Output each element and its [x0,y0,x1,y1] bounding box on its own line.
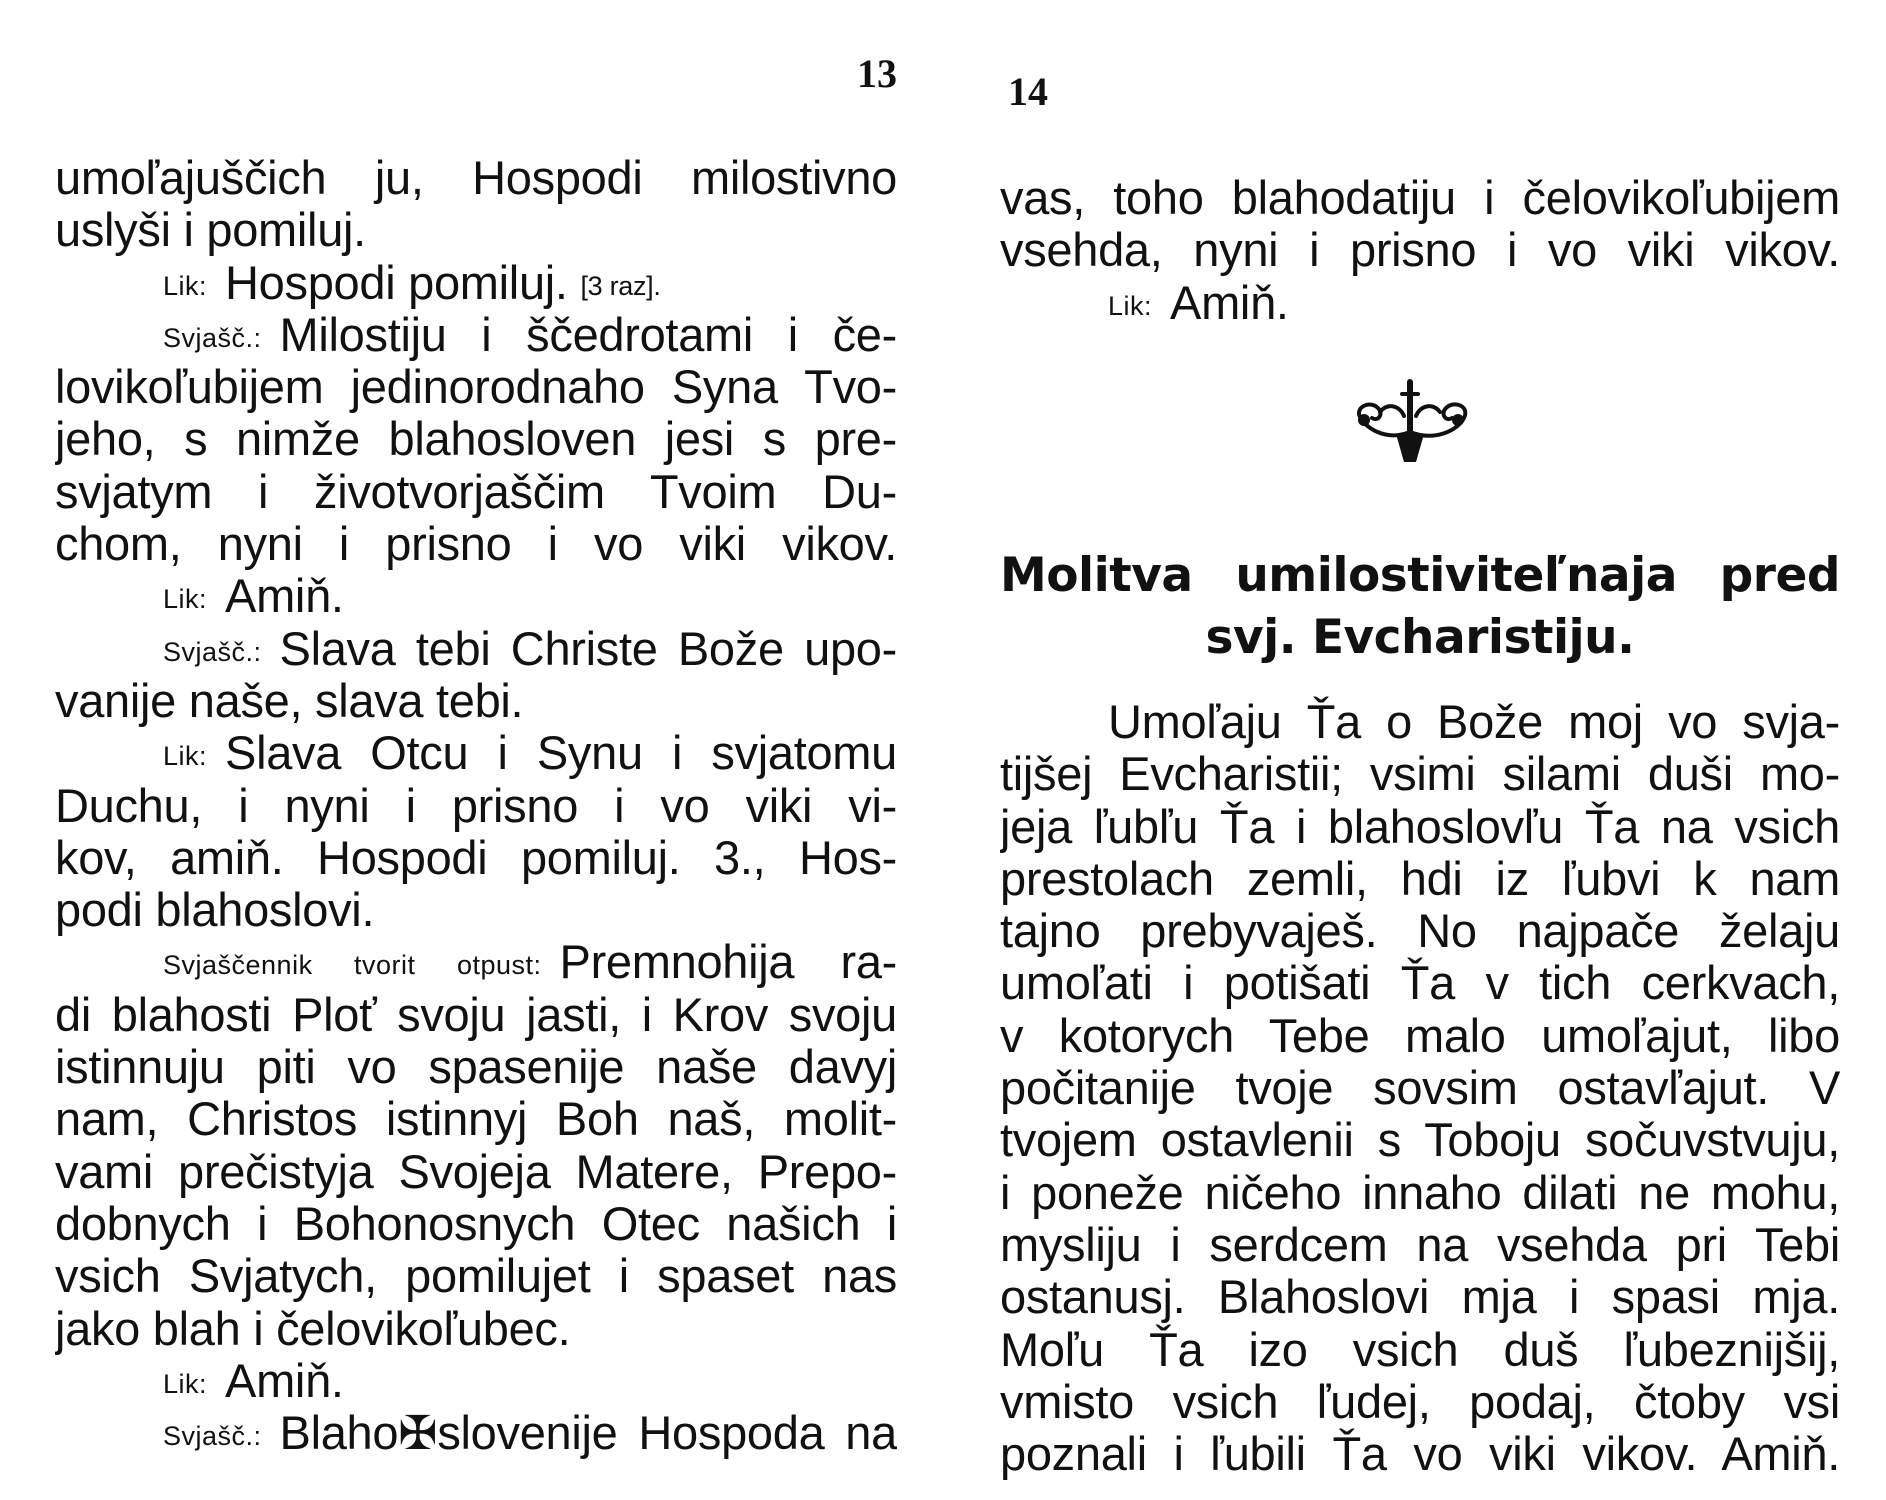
line-text: Amiň. [225,570,344,623]
text-line [55,257,897,309]
text-line [1000,1428,1840,1480]
repeat-note: [3 raz]. [580,270,661,301]
text-line [55,832,897,884]
text-line [55,727,897,779]
text-line [55,413,897,465]
floral-cross-ornament-icon [1340,372,1490,472]
line-text: uslyši i pomiluj. [55,204,366,257]
line-text: Amiň. [1170,276,1289,329]
line-text: podi blahoslovi. [55,884,375,937]
speaker-label: Svjašč.: [163,322,262,353]
line-text: Slava tebi Christe Bože upo- [279,622,897,675]
line-text: ostanusj. Blahoslovi mja i spasi mja. [1000,1271,1840,1324]
text-line [1000,1324,1840,1376]
text-line [1000,748,1840,800]
text-line [1000,1062,1840,1114]
text-line [1000,957,1840,1009]
right-page-top-text [1000,172,1840,329]
speaker-label: Svjaščennik tvorit otpust: [163,950,542,981]
text-line [1000,224,1840,276]
line-text: chom, nyni i prisno i vo viki vikov. [55,518,897,571]
text-line [1000,277,1840,329]
text-line [55,1198,897,1250]
text-line [55,1250,897,1302]
text-line [55,361,897,413]
text-line [1000,1114,1840,1166]
text-line [55,1146,897,1198]
text-line [1000,1271,1840,1323]
text-line [55,1303,897,1355]
text-line [55,936,897,988]
left-page [55,0,897,1500]
speaker-label: Lik: [163,584,208,615]
text-line [1000,1010,1840,1062]
line-text: di blahosti Ploť svoju jasti, i Krov svoju [55,988,897,1041]
line-text: tvojem ostavlenii s Toboju sočuvstvuju, [1000,1114,1840,1167]
text-line [55,309,897,361]
text-line [55,1041,897,1093]
line-text: lovikoľubijem jedinorodnaho Syna Tvo- [55,361,897,414]
line-text: v kotorych Tebe malo umoľajut, libo [1000,1009,1840,1062]
line-text: tajno prebyvaješ. No najpače želaju [1000,905,1840,958]
text-line [55,623,897,675]
heading-line-2: svj. Evcharistiju. [1205,610,1635,665]
line-text: tijšej Evcharistii; vsimi silami duši mo- [1000,748,1840,801]
text-line [55,204,897,256]
text-line [55,1355,897,1407]
line-text: kov, amiň. Hospodi pomiluj. 3., Hos- [55,831,897,884]
line-text: vsehda, nyni i prisno i vo viki vikov. [1000,224,1840,277]
text-line [55,1407,897,1459]
text-line [1000,172,1840,224]
speaker-label: Lik: [163,270,208,301]
line-text: istinnuju piti vo spasenije naše davyj [55,1041,897,1094]
speaker-label: Svjašč.: [163,636,262,667]
speaker-label: Lik: [1108,290,1153,321]
text-line [1000,1219,1840,1271]
text-line [1000,1167,1840,1219]
text-line [55,884,897,936]
line-text: vas, toho blahodatiju i čelovikoľubijem [1000,172,1840,224]
line-text: jako blah i čelovikoľubec. [55,1302,571,1355]
page-number: 14 [1008,69,1048,114]
line-text: vsich Svjatych, pomilujet i spaset nas [55,1250,897,1303]
prayer-heading [1000,545,1840,669]
prayer-body-text [1000,696,1840,1480]
text-line [55,1093,897,1145]
line-text: svjatym i životvorjaščim Tvoim Du- [55,465,897,518]
speaker-label: Lik: [163,1368,208,1399]
speaker-label: Lik: [163,741,208,772]
line-text: i poneže ničeho innaho dilati ne mohu, [1000,1166,1840,1219]
heading-line-1: Molitva umilostiviteľnaja pred [1000,548,1840,603]
text-line [55,780,897,832]
text-line [55,518,897,570]
line-text: jeja ľubľu Ťa i blahoslovľu Ťa na vsich [1000,800,1840,853]
line-text: Umoľaju Ťa o Bože moj vo svja- [1108,696,1840,748]
text-line [1000,1376,1840,1428]
line-text: Duchu, i nyni i prisno i vo viki vi- [55,779,897,832]
line-text: vanije naše, slava tebi. [55,674,524,727]
line-text: jeho, s nimže blahosloven jesi s pre- [55,413,897,466]
text-line [1000,696,1840,748]
text-line [1000,905,1840,957]
line-text: vami prečistyja Svojeja Matere, Prepo- [55,1145,897,1198]
text-line [1000,801,1840,853]
text-line [55,570,897,622]
right-page [1000,0,1840,1500]
line-text: mysliju i serdcem na vsehda pri Tebi [1000,1218,1840,1271]
line-text: Blaho✠slovenije Hospoda na [279,1407,897,1460]
line-text: Slava Otcu i Synu i svjatomu [225,727,897,780]
line-text: Milostiju i ščedrotami i če- [279,308,897,361]
line-text: Moľu Ťa izo vsich duš ľubeznijšij, [1000,1323,1840,1376]
left-page-text [55,152,897,1459]
text-line [55,989,897,1041]
line-text: Hospodi pomiluj. [225,256,581,309]
line-text: Amiň. [225,1354,344,1407]
page-number: 13 [857,51,897,96]
line-text: prestolach zemli, hdi iz ľubvi k nam [1000,852,1840,905]
line-text: poznali i ľubili Ťa vo viki vikov. Amiň. [1000,1428,1840,1481]
text-line [55,152,897,204]
line-text: nam, Christos istinnyj Boh naš, molit- [55,1093,897,1146]
text-line [55,466,897,518]
line-text: umoľajuščich ju, Hospodi milostivno [55,152,897,204]
line-text: umoľati i potišati Ťa v tich cerkvach, [1000,957,1840,1010]
line-text: Premnohija ra- [559,936,897,989]
line-text: dobnych i Bohonosnych Otec našich i [55,1197,897,1250]
speaker-label: Svjašč.: [163,1421,262,1452]
text-line [55,675,897,727]
line-text: vmisto vsich ľudej, podaj, čtoby vsi [1000,1375,1840,1428]
line-text: počitanije tvoje sovsim ostavľajut. V [1000,1062,1840,1115]
text-line [1000,853,1840,905]
